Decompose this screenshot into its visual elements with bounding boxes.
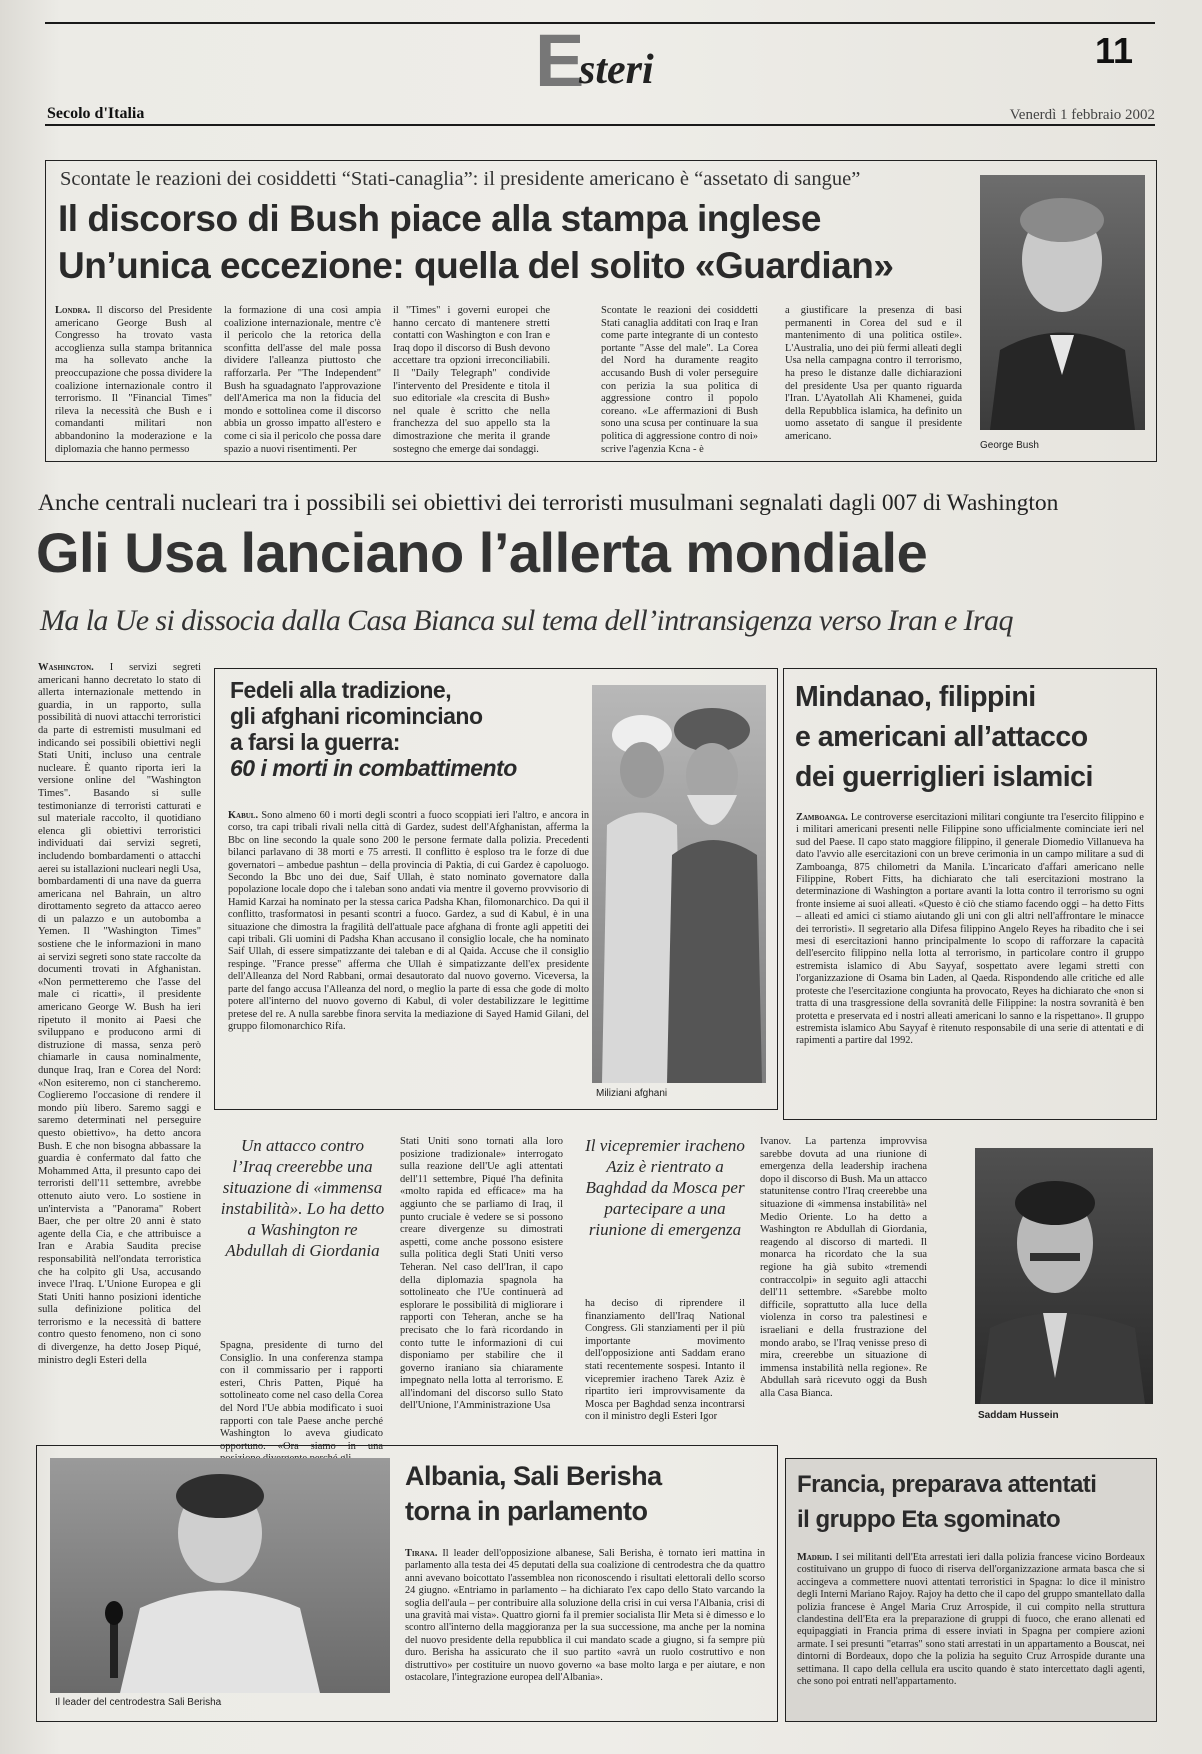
francia-headline-2: il gruppo Eta sgominato	[797, 1506, 1061, 1533]
saddam-portrait-icon	[975, 1148, 1153, 1404]
afghan-dateline: Kabul.	[228, 810, 259, 821]
main-col-3: Stati Uniti sono tornati alla loro posizione tradizionale» interrogato sulla reazione dell'Ue agli attentati dell'11 settembre, Piqué l'ha definita «molto rapida ed efficace» ma ha aggiunto che se parliamo di Iraq, il punto cruciale è vedere se si possono creare divergenze su dimostrati aspetti, come anche possono esistere sulla politica degli Stati Uniti verso Teheran. Nel caso dell'Iran, il capo della diplomazia spagnola ha sottolineato che l'Ue continuerà ad esplorare le possibilità di migliorare i rapporti con Teheran, anche se ha precisato che lo farà ricordando in conto tutte le informazioni di cui disponiamo per stabilire che il governo iraniano sia chiaramente impegnato nella lotta al terrorismo. E all'indomani del discorso sullo Stato dell'Unione, l'Amministrazione Usa	[400, 1136, 563, 1412]
bush-dateline: Londra.	[55, 305, 91, 316]
bush-photo	[980, 175, 1145, 430]
mindanao-headline-3: dei guerriglieri islamici	[795, 761, 1093, 793]
saddam-photo-caption: Saddam Hussein	[978, 1410, 1059, 1421]
main-subhead: Ma la Ue si dissocia dalla Casa Bianca sul tema dell’intransigenza verso Iran e Iraq	[40, 604, 1013, 637]
main-col-4: ha deciso di riprendere il finanziamento dell'Iraq National Congress. Gli stanziamenti per il più importante movimento dell'opposizione anti Saddam erano stati recentemente sospesi. Intanto il vicepremier iracheno Tarek Aziz è ripartito ieri improvvisamente da Mosca per Baghdad senza incontrarsi con il ministro degli Esteri Igor	[585, 1298, 745, 1423]
berisha-photo-caption: Il leader del centrodestra Sali Berisha	[55, 1697, 222, 1708]
mindanao-headline-2: e americani all’attacco	[795, 721, 1088, 753]
mindanao-body: Zamboanga. Le controverse esercitazioni militari congiunte tra l'esercito filippino e i militari americani presenti nelle Filippine sono ufficialmente cominciate ieri nel sud del Paese. Il capo stato maggiore filippino, il generale Diomedio Villanueva ha dato l'avvio alle esercitazioni con un breve cerimonia in un campo militare a sud di Zamboanga, 875 chilometri da Manila. L'incaricato d'affari americano nelle Filippine, Robert Fitts, ha dichiarato che tali esercitazioni mostrano la determinazione di Washington a portare avanti la lotta contro il terrorismo su ogni fronte insieme ai suoi alleati. «Questo è ciò che stiamo facendo oggi – ha detto Fitts – alleati ed amici ci stiamo aiutando gli uni con gli altri nell'affrontare le minacce dei terroristi». Il segretario alla Difesa filippino Angelo Reyes ha ribadito che i sei mesi di esercitazioni hanno principalmente lo scopo di rafforzare la capacità dell'esercito filippino nella lotta al terrorismo, in particolare contro il gruppo estremista islamico di Abu Sayyaf, sospettato avere legami stretti con l'organizzazione di Osama bin Laden, al Qaeda. Rispondendo alle critiche ed alle proteste che l'esercitazione congiunta ha provocato, Reyes ha dichiarato che «non si tratta di una trasgressione della sovranità delle Filippine: la nostra sovranità è ben protetta e preservata ed i nostri alleati americani lo sanno e la rispettano». Il gruppo estremista islamico Abu Sayyaf è ritenuto responsabile di una serie di attentati e di rapimenti a partire dal 1992.	[796, 812, 1144, 1047]
afghan-photo	[592, 685, 766, 1083]
albania-headline-2: torna in parlamento	[405, 1496, 648, 1526]
top-rule	[45, 22, 1155, 24]
main-kicker: Anche centrali nucleari tra i possibili sei obiettivi dei terroristi musulmani segnalati dagli 007 di Washington	[38, 490, 1059, 516]
afghan-body: Kabul. Sono almeno 60 i morti degli scontri a fuoco scoppiati ieri l'altro, e ancora in corso, tra capi tribali rivali nella città di Gardez, sudest dell'Afghanistan, afferma la Bbc on line secondo la quale sono 200 le persone fermate dalla polizia. Precedenti bilanci parlavano di 38 morti e 75 arresti. Il conflitto è esploso tra le forze di due governatori – ambedue pashtun – della provincia di Paktia, di cui Gardez è capoluogo. Secondo la Bbc uno dei due, Saif Ullah, è stato nominato governatore dalla popolazione locale dopo che i taleban sono andati via mentre il governo provvisorio di Hamid Karzai ha nominato per la stessa carica Padsha Khan, filomonarchico. Da qui il conflitto, trasformatosi in pesanti scontri a fuoco. Gardez, a sud di Kabul, è in una situazione che dimostra la fragilità dell'attuale pace afghana di fronte agli appetiti dei capi tribali. Gli uomini di Padsha Khan accusano il consiglio locale, che ha nominato Saif Ullah, di essere simpatizzante dei taleban e di al Qaida. Accuse che il consiglio respinge. "France presse" afferma che Ullah è simpatizzante dell'ex presidente dell'Alleanza del Nord Rabbani, ormai desautorato dal nuovo governo. Viceversa, la parte del fango accusa l'Alleanza del nord, o meglio la parte di essa che gode di molto potere all'interno del nuovo governo di Kabul, di voler destabilizzare le legittime pretese del re. A nulla sarebbe finora servita la mediazione di Sayed Hamid Gilani, del gruppo filomonarchico Rifa.	[228, 810, 589, 1032]
afghan-headline-3: a farsi la guerra:	[230, 729, 400, 755]
afghan-fighters-icon	[592, 685, 766, 1083]
bush-col-2: la formazione di una così ampia coalizione internazionale, mentre c'è il pericolo che la retorica della sconfitta dell'asse del male possa dividere l'alleanza piuttosto che rafforzarla. Per "The Independent" Bush ha sguadagnato l'approvazione dell'America ma non la fiducia del mondo e sottolinea come il discorso abbia un grosso impatto all'estero e come ci sia il pericolo che possa dare spazio a nuovi risentimenti. Per	[224, 305, 381, 455]
francia-dateline: Madrid.	[797, 1552, 833, 1563]
francia-body: Madrid. I sei militanti dell'Eta arrestati ieri dalla polizia francese vicino Bordeaux costituivano un gruppo di fuoco di riserva dell'organizzazione armata basca che si accingeva a commettere nuovi attentati terroristici in Spagna: lo dice il ministro degli Interni Mariano Rajoy. Rajoy ha detto che il capo del gruppo smantellato dalla polizia francese è Angel Maria Cruz Arrospide, il cui compito nella struttura clandestina dell'Eta era la preparazione di gruppi di fuoco, che erano allenati ed equipaggiati in Francia prima di essere inviati in Spagna per compiere azioni armate. I sei presunti "etarras" sono stati arrestati in un appartamento a Bouscat, nei dintorni di Bordeaux, dopo che la polizia ha seguito Cruz Arrospide durante una settimana. Il capo della cellula era uscito quando è stato intercettato dagli agenti, che sono poi entrati nell'appartamento.	[797, 1552, 1145, 1688]
afghan-photo-caption: Miliziani afghani	[596, 1088, 668, 1099]
main-col-5: Ivanov. La partenza improvvisa sarebbe dovuta ad una riunione di emergenza della leadership irachena dopo il discorso di Bush. Ma un attacco statunitense contro l'Iraq creerebbe una situazione di «immensa instabilità» nel Medio Oriente. Lo ha detto a Washington re Abdullah di Giordania, reagendo al discorso di martedì. Il monarca ha ricordato che la sua regione ha già subito «tremendi contraccolpi» in seguito agli attacchi dell'11 settembre. «Sarebbe molto difficile, soprattutto alla luce della violenza in corso tra palestinesi e israeliani e della frustrazione del mondo arabo, se l'Iraq venisse preso di mira, creerebbe un situazione di immensa instabilità nella regione». Re Abdullah sarà ricevuto oggi da Bush alla Casa Bianca.	[760, 1136, 927, 1399]
francia-headline-1: Francia, preparava attentati	[797, 1471, 1097, 1498]
page-number: 11	[1095, 30, 1134, 71]
main-headline: Gli Usa lanciano l’allerta mondiale	[36, 521, 928, 584]
pull-quote-2: Il vicepremier iracheno Aziz è rientrato a Baghdad da Mosca per partecipare a una riunione di emergenza	[585, 1136, 745, 1239]
albania-headline-1: Albania, Sali Berisha	[405, 1461, 662, 1491]
section-rest: steri	[579, 47, 654, 93]
main-col-1: Washington. I servizi segreti americani hanno decretato lo stato di allerta internazionale mettendo in guardia, in un rapporto, sulla possibilità di nuovi attacchi terroristici da parte di estremisti musulmani ed indicando sei possibili obiettivi negli Stati Uniti, incluso una centrale nucleare. È quanto riporta ieri la versione online del "Washington Times". Basando si sulle testimonianze di terroristi catturati e sul materiale raccolto, il quotidiano elenca gli obiettivi terroristici individuati dai servizi segreti, includendo bombardamenti o attacchi aerei su istallazioni nucleari negli Usa, bombardamenti di una nave da guerra americana nel Bahrain, un altro dirottamento segreto da attacco aereo di un palazzo e un autobomba a Yemen. Il "Washington Times" sostiene che le informazioni in mano ai servizi segreti sono state raccolte da documenti trovati in Afghanistan. «Non permetteremo che l'asse del male ci ricatti», il presidente americano George W. Bush ha ieri ripetuto il monito ai Paesi che sviluppano e producono armi di distruzione di massa, senza però chiamarle in causa nominalmente, dunque Iraq, Iran e Corea del Nord: «Non esiteremo, non ci stancheremo. Coglieremo l'occasione di rendere il mondo più libero. Saremo saggi e saremo determinati nel perseguire questo obiettivo», ha detto ancora Bush. E che non bisogna abbassare la guardia è confermato dal fatto che Mohammed Atta, il presunto capo dei terroristi dell'11 settembre, avrebbe ottenuto aiuto vero. Lo sostiene in un'intervista a "Panorama" Robert Baer, che per oltre 20 anni è stato agente della Cia, e che attribuisce a Iran e Arabia Saudita precise responsabilità nell'ondata terroristica che ha colpito gli Usa, accusando invece l'Iraq. L'Unione Europea e gli Stati Uniti hanno posizioni identiche sulla definizione politica del terrorismo e la necessità di battere contro questo fenomeno, non ci sono di divergenze, ha detto Josep Piqué, ministro degli Esteri della	[38, 662, 201, 1366]
bush-col-4: Scontate le reazioni dei cosiddetti Stati canaglia additati con Iraq e Iran come parte integrante di un contesto portante "Asse del male". La Corea del Nord ha duramente reagito accusando Bush di voler perseguire con perizia la sua politica di aggressione contro il popolo coreano. «Le affermazioni di Bush sono una scusa per continuare la sua politica di aggressione contro di noi» scrive l'agenzia Kcna - è	[601, 305, 758, 455]
berisha-photo	[50, 1458, 390, 1693]
afghan-headline-4: 60 i morti in combattimento	[230, 755, 517, 781]
mindanao-dateline: Zamboanga.	[796, 812, 848, 823]
bush-photo-caption: George Bush	[980, 440, 1039, 451]
bush-portrait-icon	[980, 175, 1145, 430]
section-initial: E	[535, 19, 585, 102]
afghan-headline-1: Fedeli alla tradizione,	[230, 677, 452, 703]
mindanao-headline-1: Mindanao, filippini	[795, 681, 1036, 713]
afghan-headline-2: gli afghani ricominciano	[230, 703, 483, 729]
main-dateline: Washington.	[38, 662, 94, 673]
berisha-portrait-icon	[50, 1458, 390, 1693]
main-col-2: Spagna, presidente di turno del Consiglio. In una conferenza stampa con il commissario per i rapporti esteri, Chris Patten, Piqué ha sottolineato come nel caso della Corea del Nord l'Ue abbia modificato i suoi rapporti con tale Paese anche perché Washington lo aveva giudicato opportuno. «Ora siamo in una	[220, 1340, 383, 1452]
issue-date: Venerdì 1 febbraio 2002	[1009, 107, 1155, 123]
paper-name: Secolo d'Italia	[47, 105, 145, 122]
bush-headline-2: Un’unica eccezione: quella del solito «Guardian»	[58, 245, 894, 286]
bush-kicker: Scontate le reazioni dei cosiddetti “Stati-canaglia”: il presidente americano è “assetato di sangue”	[60, 168, 861, 190]
albania-body: Tirana. Il leader dell'opposizione albanese, Sali Berisha, è tornato ieri mattina in parlamento alla testa dei 45 deputati della sua coalizione di centrodestra che da quattro anni avevano boicottato l'assemblea non riconoscendo i risultati elettorali dello scorso 24 giugno. «Entriamo in parlamento – ha dichiarato l'ex capo dello Stato varcando la soglia dell'aula – per contribuire alla soluzione della crisi in cui versa l'Albania, crisi di una gravità mai vista». Quattro giorni fa il premier socialista Ilir Meta si è dimesso e lo scontro all'interno della maggioranza per la sua successione, ma anche per la nomina del nuovo presidente della repubblica il cui mandato scade a giugno, si fa sempre più duro. Berisha ha assicurato che il suo partito «avrà un ruolo costruttivo e non distruttivo» per costituire un nuovo governo «a base molto larga e per aiutare, e non ostacolare, l'integrazione europea dell'Albania».	[405, 1548, 766, 1684]
bush-col-1: Londra. Il discorso del Presidente americano George Bush al Congresso ha trovato vasta accoglienza sulla stampa britannica ma ha sollevato anche la preoccupazione che possa dividere la coalizione internazionale contro il terrorismo. Il "Financial Times" rileva la necessità che Bush e i comandanti militari non abbandonino la moderazione e la diplomazia che hanno permesso	[55, 305, 212, 455]
saddam-photo	[975, 1148, 1153, 1404]
bush-col-3: il "Times" i governi europei che hanno cercato di mantenere stretti contatti con Washington e con Iran e Iraq dopo il discorso di Bush devono accettare tra opzioni irreconciliabili. Il "Daily Telegraph" condivide l'intervento del Presidente e titola il suo editoriale «la crescita di Bush» nel quale è scritto che nella franchezza del suo appello sta la dimostrazione che merita il grande sostegno che emerge dai sondaggi.	[393, 305, 550, 455]
pull-quote-1: Un attacco contro l’Iraq creerebbe una situazione di «immensa instabilità». Lo ha detto a Washington re Abdullah di Giordania	[220, 1136, 385, 1260]
section-title	[535, 19, 655, 106]
albania-dateline: Tirana.	[405, 1548, 438, 1559]
masthead-rule	[45, 124, 1155, 126]
bush-col-5: a giustificare la presenza di basi permanenti in Corea del sud e il mantenimento di una politica ostile». L'Australia, uno dei più fermi alleati degli Usa nella campagna contro il terrorismo, ha preso le distanze dalle dichiarazioni del presidente Usa per quanto riguarda l'Iran. L'Ayatollah Ali Khamenei, guida della Repubblica islamica, ha definito un uomo assetato di sangue il presidente americano.	[785, 305, 962, 442]
bush-headline-1: Il discorso di Bush piace alla stampa inglese	[58, 198, 821, 239]
